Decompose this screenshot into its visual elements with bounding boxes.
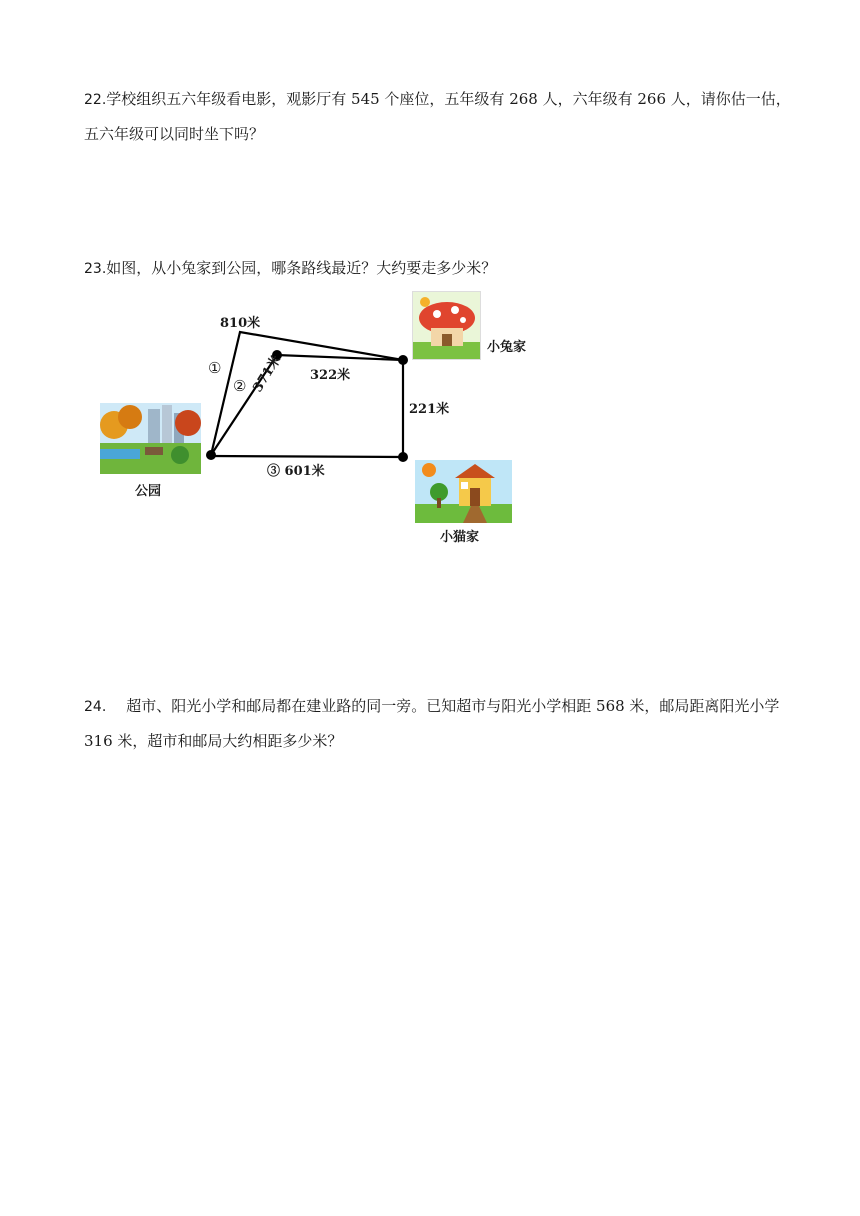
route-diagram: [95, 285, 525, 550]
question-24-line1: 24. 超市、阳光小学和邮局都在建业路的同一旁。已知超市与阳光小学相距 568 米，邮局距离阳光小学: [84, 697, 780, 715]
rabbit-home-node: [398, 355, 408, 365]
park-illustration-icon: [100, 403, 201, 474]
mushroom-house-icon: [412, 291, 481, 360]
question-22: [84, 82, 806, 151]
question-24: [84, 689, 806, 758]
park-label: 公园: [135, 484, 162, 499]
route-2-length-b-label: 322米: [310, 368, 351, 383]
rabbit-home-label: 小兔家: [487, 340, 527, 355]
route-2-line: [211, 355, 403, 455]
route-2-length-a-label: 371米: [250, 353, 285, 396]
question-23: [84, 251, 806, 286]
route-1-mark: ①: [208, 359, 222, 377]
cat-home-label: 小猫家: [440, 530, 480, 545]
route-3-line: [211, 456, 403, 457]
question-24-line2: 316 米，超市和邮局大约相距多少米？: [84, 732, 343, 750]
route-1-length-label: 810米: [220, 316, 261, 331]
question-23-text: 23.如图，从小兔家到公园，哪条路线最近？大约要走多少米？: [84, 259, 497, 277]
park-node: [206, 450, 216, 460]
cat-home-node: [398, 452, 408, 462]
right-segment-length-label: 221米: [409, 402, 450, 417]
question-22-line2: 五六年级可以同时坐下吗？: [84, 125, 265, 143]
question-number: 23.: [84, 261, 107, 277]
question-number: 22.: [84, 92, 107, 108]
route-2-mark: ②: [233, 377, 247, 395]
question-number: 24.: [84, 699, 107, 715]
question-22-line1: 22.学校组织五六年级看电影，观影厅有 545 个座位，五年级有 268 人，六年级有 266 人，请你估一估，: [84, 90, 791, 108]
cottage-icon: [415, 460, 512, 523]
route-3-length-label: ③ 601米: [267, 464, 325, 479]
